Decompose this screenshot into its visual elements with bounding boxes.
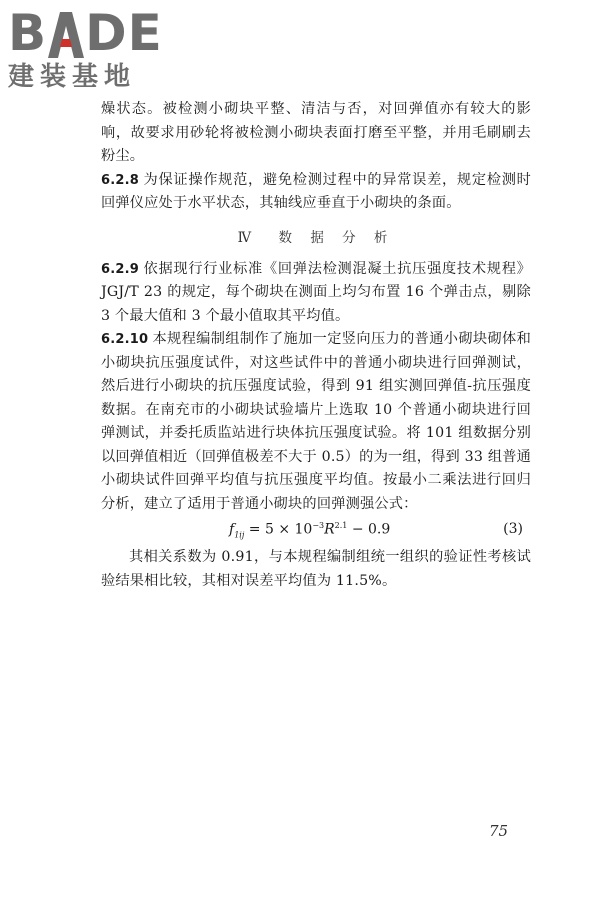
- formula-tail: − 0.9: [347, 521, 391, 538]
- paragraph-text: 依据现行行业标准《回弹法检测混凝土抗压强度技术规程》JGJ/T 23 的规定，每个砌块在测面上均匀布置 16 个弹击点，剔除 3 个最大值和 3 个最小值取其平均值。: [101, 260, 531, 324]
- clause-number: 6.2.8: [101, 172, 140, 188]
- formula-exponent-2: 2.1: [334, 521, 348, 530]
- formula-f-subscript: 1ij: [234, 530, 245, 540]
- paragraph-6-2-8: [101, 169, 531, 216]
- paragraph-6-2-10: [101, 328, 531, 516]
- paragraph-6-2-9: [101, 258, 531, 329]
- logo-letter-a: [48, 12, 84, 58]
- page-number: 75: [489, 822, 509, 840]
- bade-logo: [8, 6, 178, 92]
- clause-number: 6.2.9: [101, 261, 140, 277]
- formula-tag: (3): [503, 521, 523, 537]
- formula-r: R: [324, 521, 335, 538]
- logo-letter-b: B: [8, 4, 48, 62]
- logo-wordmark: [8, 4, 178, 62]
- logo-a-shape: [48, 12, 84, 58]
- closing-paragraph: 其相关系数为 0.91，与本规程编制组统一组织的验证性考核试验结果相比较，其相对误差平均值为 11.5%。: [101, 549, 531, 589]
- paragraph-text: 为保证操作规范，避免检测过程中的异常误差，规定检测时回弹仪应处于水平状态，其轴线应垂直于小砌块的条面。: [101, 171, 531, 211]
- formula-f: f: [229, 521, 235, 538]
- formula-mid: = 5 × 10: [244, 521, 313, 538]
- section-heading: Ⅳ 数 据 分 析: [237, 229, 395, 246]
- formula-exponent-1: −3: [312, 521, 325, 530]
- paragraph-text: 燥状态。被检测小砌块平整、清洁与否，对回弹值亦有较大的影响，故要求用砂轮将被检测小砌块表面打磨至平整，并用毛刷刷去粉尘。: [101, 101, 531, 164]
- logo-subtitle: 建装基地: [8, 62, 137, 92]
- formula-3: [101, 518, 531, 544]
- logo-letters-de: DE: [85, 4, 163, 62]
- paragraph-continued: [101, 98, 531, 169]
- page-content: [101, 98, 531, 593]
- paragraph-text: 本规程编制组制作了施加一定竖向压力的普通小砌块砌体和小砌块抗压强度试件，对这些试件中的普通小砌块进行回弹测试，然后进行小砌块的抗压强度试验，得到 91 组实测回弹值-抗压强度数据。在南充市的小砌块试验墙片上选取 10 个普通小砌块进行回弹测试，并委托质监站进行块体抗压强度试验。将 101 组数据分别以回弹值相近（回弹值极差不大于 0.5）的为一组，得到 33 组普通小砌块试件回弹平均值与抗压强度平均值。按最小二乘法进行回归分析，建立了适用于普通小砌块的回弹测强公式：: [101, 331, 531, 512]
- formula-expression: [229, 521, 390, 539]
- clause-number: 6.2.10: [101, 332, 149, 347]
